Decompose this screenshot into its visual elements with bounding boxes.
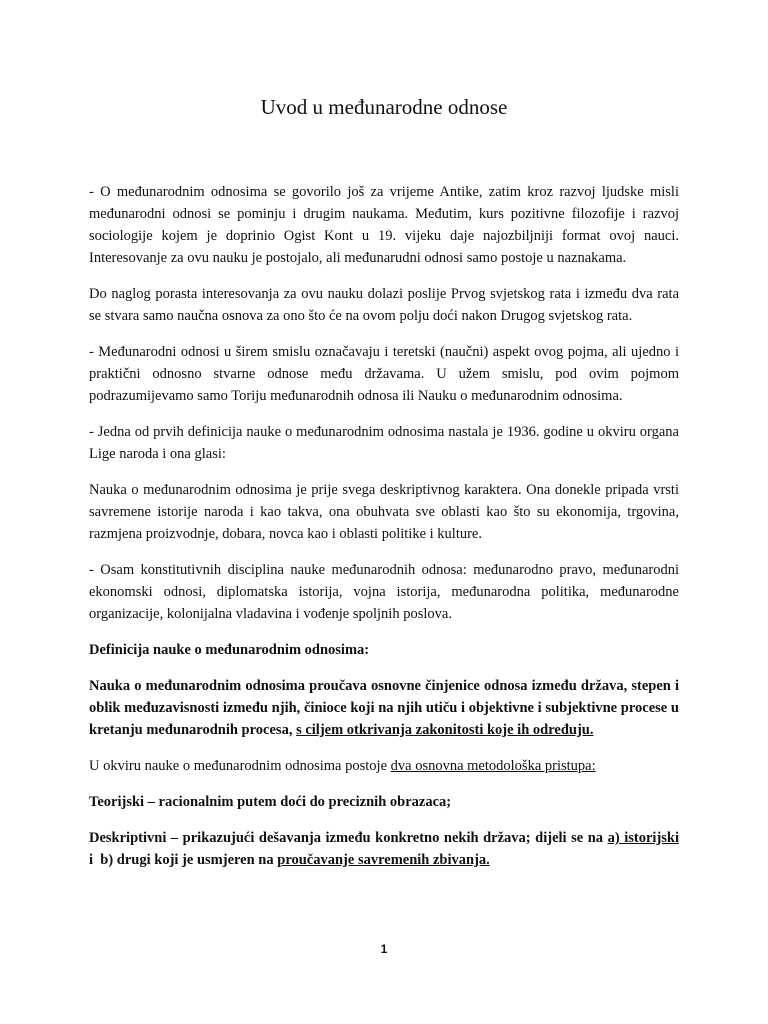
approach-paragraph bbox=[89, 755, 679, 777]
definition-underlined: s ciljem otkrivanja zakonitosti koje ih određuju. bbox=[296, 722, 594, 738]
paragraph-3: - Međunarodni odnosi u širem smislu označavaju i teretski (naučni) aspekt ovog pojma, ali ujedno i praktični odnosno stvarne odnose među državama. U užem smislu, pod ovim pojmom podrazumijevamo samo Toriju međunarodnih odnosa ili Nauku o međunarodnim odnosima. bbox=[89, 344, 679, 404]
paragraph-4: - Jedna od prvih definicija nauke o međunarodnim odnosima nastala je 1936. godine u okviru organa Lige naroda i ona glasi: bbox=[89, 424, 679, 462]
definition-heading: Definicija nauke o međunarodnim odnosima: bbox=[89, 642, 370, 658]
approach-underlined: dva osnovna metodološka pristupa: bbox=[390, 758, 596, 774]
descriptive-underlined: proučavanje savremenih zbivanja. bbox=[277, 852, 490, 868]
descriptive-text-2: i b) drugi koji je usmjeren na bbox=[89, 830, 687, 868]
approach-intro: U okviru nauke o međunarodnim odnosima postoje bbox=[89, 758, 391, 774]
page-number: 1 bbox=[380, 942, 388, 956]
document-title: Uvod u međunarodne odnose bbox=[260, 95, 508, 119]
descriptive-approach bbox=[89, 827, 687, 871]
paragraph-2: Do naglog porasta interesovanja za ovu nauku dolazi poslije Prvog svjetskog rata i između dva rata se stvara samo naučna osnova za ono što će na ovom polju doći nakon Drugog svjetskog rata. bbox=[89, 286, 679, 324]
descriptive-option-a: a) istorijski bbox=[607, 830, 680, 846]
paragraph-6: - Osam konstitutivnih disciplina nauke međunarodnih odnosa: međunarodno pravo, međunarodni ekonomski odnosi, diplomatska istorija, vojna istorija, međunarodna politika, međunarodne organizacije, kolonijalna vladavina i vođenje spoljnih poslova. bbox=[89, 562, 679, 622]
descriptive-text-1: Deskriptivni – prikazujući dešavanja između konkretno nekih država; dijeli se na bbox=[89, 830, 608, 846]
paragraph-5: Nauka o međunarodnim odnosima je prije svega deskriptivnog karaktera. Ona donekle pripada vrsti savremene istorije naroda i kao takva, ona obuhvata sve oblasti kao što su ekonomija, trgovina, razmjena proizvodnje, dobara, novca kao i oblasti politike i kulture. bbox=[89, 482, 679, 542]
definition-paragraph bbox=[89, 675, 679, 741]
definition-text: Nauka o međunarodnim odnosima proučava osnovne činjenice odnosa između država, stepen i oblik međuzavisnosti između njih, činioce koji na njih utiču i objektivne i subjektivne procese u kretanju međunarodnih procesa, bbox=[89, 678, 679, 738]
paragraph-1: - O međunarodnim odnosima se govorilo još za vrijeme Antike, zatim kroz razvoj ljudske misli međunarodni odnosi se pominju i drugim naukama. Međutim, kurs pozitivne filozofije i razvoj sociologije kojem je doprinio Ogist Kont u 19. vijeku daje najozbiljniji format ovoj nauci. Interesovanje za ovu nauku je postojalo, ali međunarudni odnosi samo postoje u naznakama. bbox=[89, 184, 679, 266]
document-body bbox=[89, 181, 687, 885]
theoretical-approach: Teorijski – racionalnim putem doći do preciznih obrazaca; bbox=[89, 794, 452, 810]
